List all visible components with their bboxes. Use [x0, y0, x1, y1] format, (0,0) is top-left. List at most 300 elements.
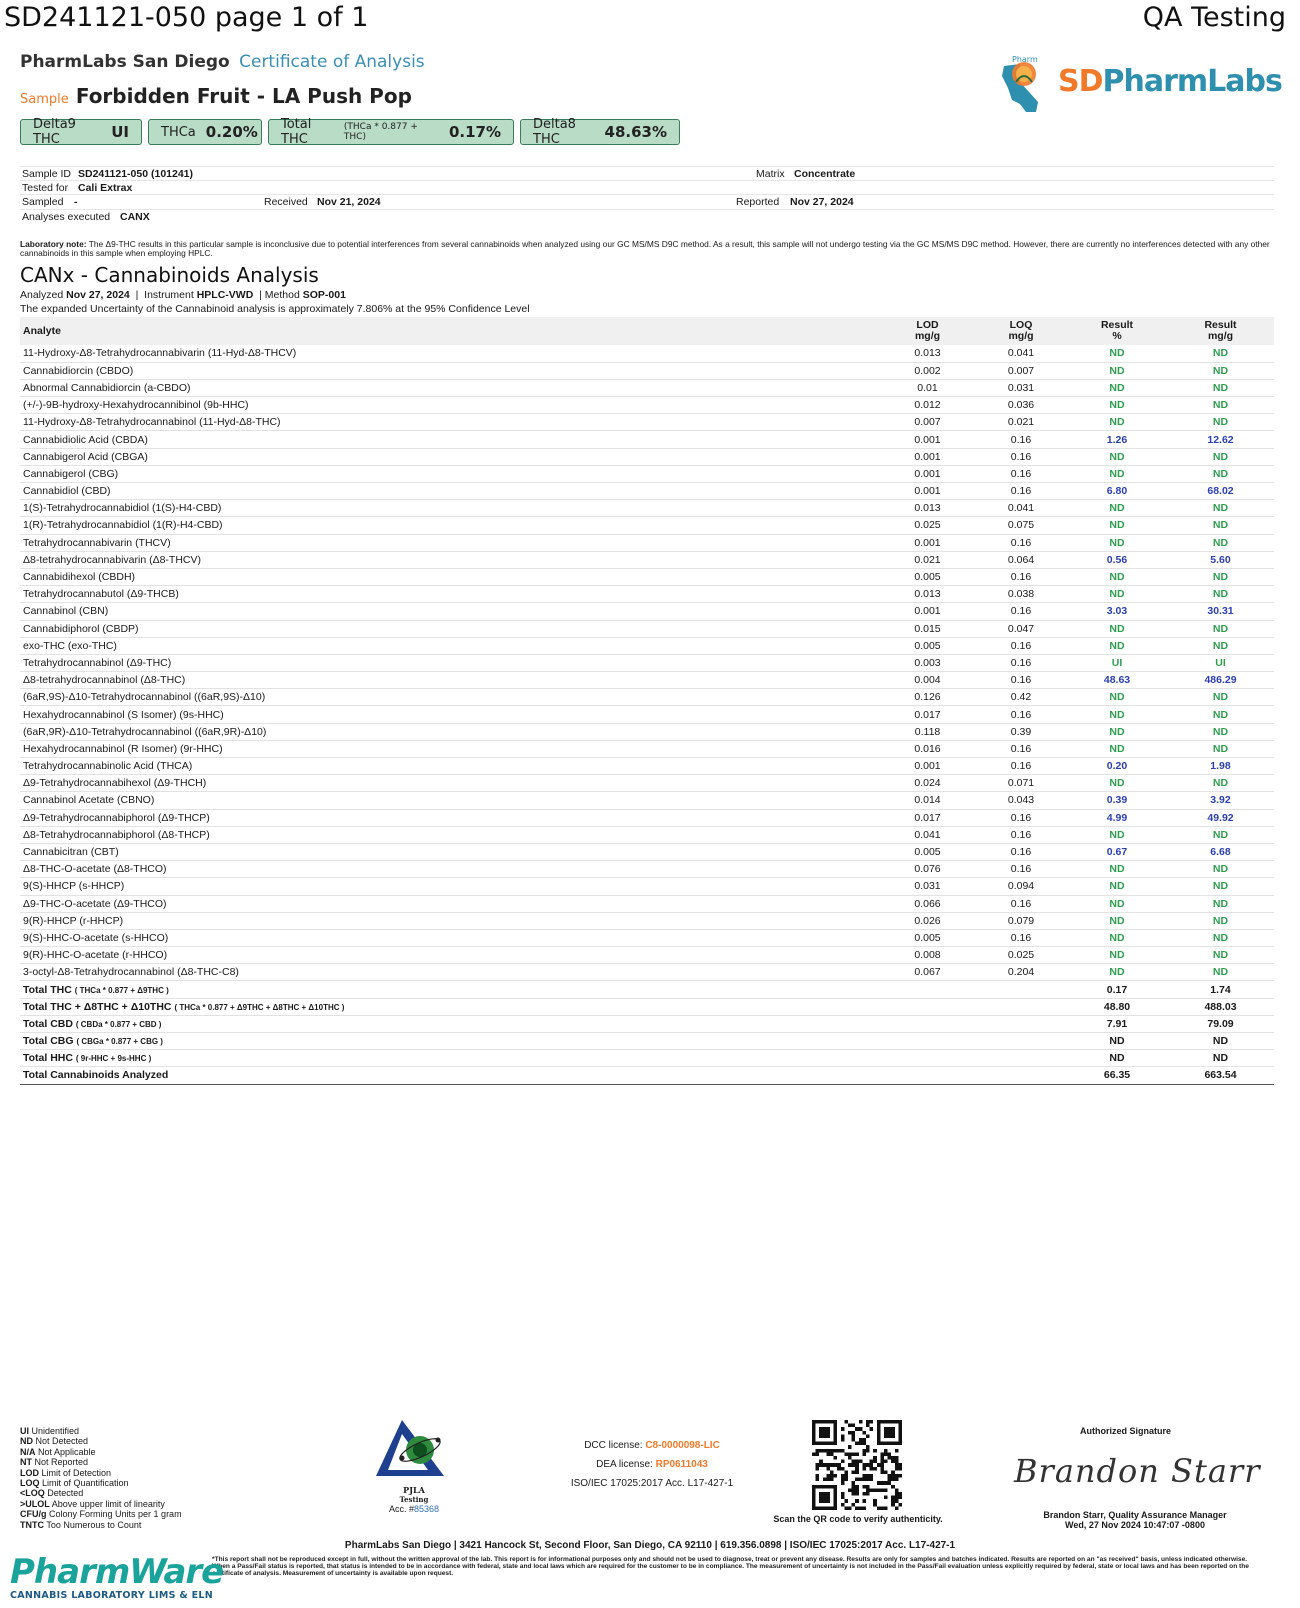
result-pct-cell: 4.99: [1067, 809, 1167, 826]
total-label-cell: Total Cannabinoids Analyzed: [20, 1067, 880, 1084]
result-mg-cell: 5.60: [1167, 551, 1274, 568]
lod-cell: 0.001: [880, 534, 975, 551]
table-row: [20, 379, 1274, 396]
lod-cell: 0.001: [880, 483, 975, 500]
table-row: [20, 500, 1274, 517]
table-row: [20, 637, 1274, 654]
lod-cell: 0.001: [880, 465, 975, 482]
table-row: [20, 723, 1274, 740]
lod-cell: 0.005: [880, 929, 975, 946]
analyte-cell: Cannabigerol Acid (CBGA): [20, 448, 880, 465]
matrix-label: Matrix: [756, 168, 785, 180]
header-lod: LOD mg/g: [880, 317, 975, 345]
total-result-pct-cell: 66.35: [1067, 1067, 1167, 1084]
result-pct-cell: ND: [1067, 964, 1167, 981]
total-result-pct-cell: 0.17: [1067, 981, 1167, 998]
lab-name: PharmLabs San Diego: [20, 52, 230, 72]
lod-cell: 0.007: [880, 414, 975, 431]
result-mg-cell: ND: [1167, 500, 1274, 517]
result-pct-cell: ND: [1067, 534, 1167, 551]
total-result-mg-cell: ND: [1167, 1050, 1274, 1067]
result-pct-cell: ND: [1067, 362, 1167, 379]
lod-cell: 0.041: [880, 826, 975, 843]
loq-cell: 0.041: [975, 500, 1067, 517]
lod-cell: 0.015: [880, 620, 975, 637]
analyte-cell: Hexahydrocannabinol (R Isomer) (9r-HHC): [20, 740, 880, 757]
table-row: [20, 654, 1274, 671]
table-row: [20, 826, 1274, 843]
badge-delta8-thc: Delta8 THC 48.63%: [520, 119, 680, 145]
lod-cell: 0.005: [880, 843, 975, 860]
table-row: [20, 689, 1274, 706]
result-pct-cell: ND: [1067, 637, 1167, 654]
table-row: [20, 809, 1274, 826]
total-row: [20, 1033, 1274, 1050]
lod-cell: 0.01: [880, 379, 975, 396]
loq-cell: 0.031: [975, 379, 1067, 396]
dcc-license: DCC license: C8-0000098-LIC: [584, 1440, 720, 1451]
pjla-sub: Testing: [399, 1495, 429, 1504]
badge-thca: THCa 0.20%: [148, 119, 262, 145]
total-result-pct-cell: 48.80: [1067, 998, 1167, 1015]
result-pct-cell: ND: [1067, 775, 1167, 792]
summary-badges: [20, 119, 680, 145]
sampled-value: -: [74, 196, 78, 208]
table-row: [20, 878, 1274, 895]
result-mg-cell: ND: [1167, 706, 1274, 723]
dea-license: DEA license: RP0611043: [596, 1459, 708, 1470]
analyte-cell: 1(S)-Tetrahydrocannabidiol (1(S)-H4-CBD): [20, 500, 880, 517]
empty-cell: [880, 981, 975, 998]
result-mg-cell: UI: [1167, 654, 1274, 671]
empty-cell: [880, 1033, 975, 1050]
result-pct-cell: ND: [1067, 706, 1167, 723]
loq-cell: 0.39: [975, 723, 1067, 740]
total-row: [20, 1015, 1274, 1032]
loq-cell: 0.036: [975, 397, 1067, 414]
loq-cell: 0.007: [975, 362, 1067, 379]
result-pct-cell: ND: [1067, 448, 1167, 465]
lod-cell: 0.001: [880, 603, 975, 620]
lod-cell: 0.021: [880, 551, 975, 568]
analyte-cell: Δ8-Tetrahydrocannabiphorol (Δ8-THCP): [20, 826, 880, 843]
qa-testing-label: QA Testing: [1142, 2, 1286, 33]
table-row: [20, 758, 1274, 775]
laboratory-note: Laboratory note: The Δ9-THC results in this particular sample is inconclusive due to potential interferences from several cannabinoids when analyzed using our GC MS/MS D9C method. As a result, this sample will not undergo testing via the GC MS/MS D9C method. However, there are currently no interferences detected with any other cannabinoids in this sample when employing HPLC.: [20, 239, 1270, 258]
lod-cell: 0.003: [880, 654, 975, 671]
table-row: [20, 706, 1274, 723]
total-row: [20, 1050, 1274, 1067]
lod-cell: 0.126: [880, 689, 975, 706]
loq-cell: 0.16: [975, 758, 1067, 775]
result-mg-cell: ND: [1167, 740, 1274, 757]
legend-item: UI Unidentified: [20, 1426, 80, 1436]
loq-cell: 0.043: [975, 792, 1067, 809]
sample-label: Sample: [20, 92, 69, 107]
loq-cell: 0.079: [975, 912, 1067, 929]
analyte-cell: exo-THC (exo-THC): [20, 637, 880, 654]
analyte-cell: Cannabigerol (CBG): [20, 465, 880, 482]
analyte-cell: (6aR,9S)-Δ10-Tetrahydrocannabinol ((6aR,9S)-Δ10): [20, 689, 880, 706]
loq-cell: 0.025: [975, 947, 1067, 964]
result-mg-cell: ND: [1167, 465, 1274, 482]
table-row: [20, 947, 1274, 964]
result-pct-cell: ND: [1067, 586, 1167, 603]
empty-cell: [975, 1050, 1067, 1067]
analyte-cell: Tetrahydrocannabinol (Δ9-THC): [20, 654, 880, 671]
analyte-cell: Tetrahydrocannabinolic Acid (THCA): [20, 758, 880, 775]
loq-cell: 0.16: [975, 843, 1067, 860]
lod-cell: 0.005: [880, 568, 975, 585]
tested-for-value: Cali Extrax: [78, 181, 133, 194]
analyte-cell: Hexahydrocannabinol (S Isomer) (9s-HHC): [20, 706, 880, 723]
sample-info: [20, 166, 1274, 224]
table-row: [20, 483, 1274, 500]
lod-cell: 0.012: [880, 397, 975, 414]
legend-item: CFU/g Colony Forming Units per 1 gram: [20, 1509, 182, 1520]
pjla-accreditation: [372, 1420, 456, 1514]
total-label-cell: Total THC ( THCa * 0.877 + Δ9THC ): [20, 981, 880, 998]
result-pct-cell: ND: [1067, 878, 1167, 895]
reported-value: Nov 27, 2024: [790, 196, 854, 208]
total-row: [20, 998, 1274, 1015]
result-pct-cell: 0.67: [1067, 843, 1167, 860]
lod-cell: 0.026: [880, 912, 975, 929]
analyte-cell: 9(R)-HHCP (r-HHCP): [20, 912, 880, 929]
loq-cell: 0.094: [975, 878, 1067, 895]
loq-cell: 0.041: [975, 345, 1067, 362]
result-mg-cell: 49.92: [1167, 809, 1274, 826]
analyte-cell: Δ8-THC-O-acetate (Δ8-THCO): [20, 861, 880, 878]
reported-label: Reported: [736, 196, 780, 208]
loq-cell: 0.064: [975, 551, 1067, 568]
tested-for-label: Tested for: [22, 181, 69, 194]
empty-cell: [880, 1015, 975, 1032]
empty-cell: [975, 1033, 1067, 1050]
result-pct-cell: ND: [1067, 947, 1167, 964]
lod-cell: 0.001: [880, 448, 975, 465]
lab-address: PharmLabs San Diego | 3421 Hancock St, Second Floor, San Diego, CA 92110 | 619.356.0898 | ISO/IEC 17025:2017 Acc. L17-427-1: [344, 1540, 956, 1551]
total-row: [20, 1067, 1274, 1084]
analyte-cell: 11-Hydroxy-Δ8-Tetrahydrocannabivarin (11-Hyd-Δ8-THCV): [20, 345, 880, 362]
analyte-cell: 9(S)-HHCP (s-HHCP): [20, 878, 880, 895]
result-pct-cell: 0.56: [1067, 551, 1167, 568]
analyte-cell: Δ8-tetrahydrocannabinol (Δ8-THC): [20, 672, 880, 689]
result-pct-cell: 0.20: [1067, 758, 1167, 775]
lod-cell: 0.005: [880, 637, 975, 654]
received-value: Nov 21, 2024: [317, 196, 381, 208]
lod-cell: 0.024: [880, 775, 975, 792]
table-row: [20, 465, 1274, 482]
loq-cell: 0.16: [975, 672, 1067, 689]
result-pct-cell: ND: [1067, 861, 1167, 878]
disclaimer: *This report shall not be reproduced except in full, without the written approval of the lab. This report is for informational purposes only and should not be used to diagnose, treat or prevent any disease. Results are only for samples and batches indicated. Results are reported on an "as received" basis, unless indicated otherwise. When a Pass/Fail status is reported, that status is intended to be in accordance with federal, state and local laws which are required for the customer to be in compliance. The measurement of uncertainty is not included in the Pass/Fail evaluation unless explicitly required by federal, state or local laws and has been reported on the certificate of analysis. Measurement of uncertainty is available upon request.: [212, 1556, 1249, 1577]
loq-cell: 0.16: [975, 861, 1067, 878]
result-mg-cell: 6.68: [1167, 843, 1274, 860]
signature-image: Brandon Starr: [1014, 1452, 1261, 1490]
analyte-cell: 3-octyl-Δ8-Tetrahydrocannabinol (Δ8-THC-C8): [20, 964, 880, 981]
analyte-cell: (+/-)-9B-hydroxy-Hexahydrocannibinol (9b-HHC): [20, 397, 880, 414]
license-info: [552, 1436, 752, 1493]
loq-cell: 0.16: [975, 654, 1067, 671]
loq-cell: 0.16: [975, 534, 1067, 551]
analyte-cell: 11-Hydroxy-Δ8-Tetrahydrocannabinol (11-Hyd-Δ8-THC): [20, 414, 880, 431]
result-mg-cell: ND: [1167, 568, 1274, 585]
loq-cell: 0.16: [975, 809, 1067, 826]
empty-cell: [975, 1015, 1067, 1032]
iso-accreditation: ISO/IEC 17025:2017 Acc. L17-427-1: [570, 1478, 734, 1489]
table-row: [20, 414, 1274, 431]
lod-cell: 0.031: [880, 878, 975, 895]
analyte-cell: Cannabidihexol (CBDH): [20, 568, 880, 585]
result-mg-cell: ND: [1167, 517, 1274, 534]
document-id: SD241121-050 page 1 of 1: [4, 2, 369, 33]
result-mg-cell: ND: [1167, 362, 1274, 379]
result-mg-cell: ND: [1167, 620, 1274, 637]
lod-cell: 0.004: [880, 672, 975, 689]
table-row: [20, 431, 1274, 448]
received-label: Received: [264, 196, 308, 208]
result-pct-cell: ND: [1067, 895, 1167, 912]
table-row: [20, 603, 1274, 620]
analyte-cell: Cannabidiorcin (CBDO): [20, 362, 880, 379]
result-pct-cell: ND: [1067, 517, 1167, 534]
loq-cell: 0.16: [975, 431, 1067, 448]
table-row: [20, 362, 1274, 379]
result-mg-cell: ND: [1167, 689, 1274, 706]
legend-item: NT Not Reported: [20, 1457, 89, 1468]
lod-cell: 0.002: [880, 362, 975, 379]
analyte-cell: 9(S)-HHC-O-acetate (s-HHCO): [20, 929, 880, 946]
result-pct-cell: 3.03: [1067, 603, 1167, 620]
sample-id-label: Sample ID: [22, 168, 72, 180]
header-analyte: Analyte: [20, 317, 880, 345]
lod-cell: 0.016: [880, 740, 975, 757]
lod-cell: 0.025: [880, 517, 975, 534]
signature-label: Authorized Signature: [1080, 1426, 1172, 1436]
analyte-cell: Cannabidiol (CBD): [20, 483, 880, 500]
pjla-name: PJLA: [403, 1485, 425, 1495]
result-mg-cell: ND: [1167, 534, 1274, 551]
result-mg-cell: ND: [1167, 964, 1274, 981]
result-pct-cell: UI: [1067, 654, 1167, 671]
abbreviation-legend: [20, 1426, 182, 1530]
legend-item: N/A Not Applicable: [20, 1446, 96, 1457]
analyses-value: CANX: [120, 210, 150, 223]
result-pct-cell: ND: [1067, 397, 1167, 414]
result-mg-cell: ND: [1167, 929, 1274, 946]
table-row: [20, 912, 1274, 929]
lod-cell: 0.017: [880, 809, 975, 826]
table-row: [20, 397, 1274, 414]
matrix-value: Concentrate: [794, 168, 856, 180]
result-mg-cell: ND: [1167, 775, 1274, 792]
lod-cell: 0.001: [880, 431, 975, 448]
result-pct-cell: 0.39: [1067, 792, 1167, 809]
result-pct-cell: ND: [1067, 912, 1167, 929]
result-mg-cell: 12.62: [1167, 431, 1274, 448]
result-pct-cell: ND: [1067, 689, 1167, 706]
lod-cell: 0.017: [880, 706, 975, 723]
analyte-cell: Cannabidiphorol (CBDP): [20, 620, 880, 637]
table-row: [20, 551, 1274, 568]
pharmware-logo: PharmWare CANNABIS LABORATORY LIMS & ELN: [10, 1552, 224, 1601]
header-loq: LOQ mg/g: [975, 317, 1067, 345]
analyte-cell: 1(R)-Tetrahydrocannabidiol (1(R)-H4-CBD): [20, 517, 880, 534]
result-mg-cell: ND: [1167, 379, 1274, 396]
result-mg-cell: 68.02: [1167, 483, 1274, 500]
pjla-acc-number: Acc. #85368: [388, 1504, 440, 1514]
result-mg-cell: ND: [1167, 861, 1274, 878]
california-map-icon: [990, 52, 1056, 118]
sample-name: Forbidden Fruit - LA Push Pop: [75, 84, 412, 108]
table-row: [20, 740, 1274, 757]
result-mg-cell: 30.31: [1167, 603, 1274, 620]
analyte-cell: (6aR,9R)-Δ10-Tetrahydrocannabinol ((6aR,9R)-Δ10): [20, 723, 880, 740]
analyte-cell: Δ9-THC-O-acetate (Δ9-THCO): [20, 895, 880, 912]
logo-wordmark: SDPharmLabs: [1058, 64, 1282, 99]
lod-cell: 0.013: [880, 586, 975, 603]
analyte-cell: Δ8-tetrahydrocannabivarin (Δ8-THCV): [20, 551, 880, 568]
analyte-cell: Cannabidiolic Acid (CBDA): [20, 431, 880, 448]
loq-cell: 0.16: [975, 895, 1067, 912]
result-mg-cell: ND: [1167, 826, 1274, 843]
result-mg-cell: ND: [1167, 637, 1274, 654]
section-title: CANx - Cannabinoids Analysis: [20, 263, 319, 287]
table-row: [20, 517, 1274, 534]
lab-heading: [20, 52, 425, 72]
loq-cell: 0.16: [975, 706, 1067, 723]
result-pct-cell: ND: [1067, 568, 1167, 585]
uncertainty-statement: The expanded Uncertainty of the Cannabinoid analysis is approximately 7.806% at the 95% Confidence Level: [20, 303, 530, 315]
loq-cell: 0.075: [975, 517, 1067, 534]
legend-item: LOD Limit of Detection: [20, 1467, 112, 1478]
lod-cell: 0.067: [880, 964, 975, 981]
result-mg-cell: ND: [1167, 345, 1274, 362]
table-row: [20, 929, 1274, 946]
legend-item: LOQ Limit of Quantification: [20, 1478, 129, 1489]
table-row: [20, 792, 1274, 809]
loq-cell: 0.16: [975, 826, 1067, 843]
result-pct-cell: ND: [1067, 740, 1167, 757]
total-result-mg-cell: 1.74: [1167, 981, 1274, 998]
table-row: [20, 448, 1274, 465]
result-mg-cell: ND: [1167, 448, 1274, 465]
total-result-mg-cell: 488.03: [1167, 998, 1274, 1015]
cannabinoid-results-table: [20, 317, 1274, 1085]
header-result-pct: Result %: [1067, 317, 1167, 345]
result-pct-cell: ND: [1067, 620, 1167, 637]
total-label-cell: Total HHC ( 9r-HHC + 9s-HHC ): [20, 1050, 880, 1067]
legend-item: >ULOL Above upper limit of linearity: [20, 1498, 165, 1509]
table-row: [20, 775, 1274, 792]
empty-cell: [975, 981, 1067, 998]
table-header: [20, 317, 1274, 345]
badge-delta9-thc: Delta9 THC UI: [20, 119, 142, 145]
sdpharmlabs-logo: [990, 52, 1282, 122]
lod-cell: 0.076: [880, 861, 975, 878]
analyte-cell: Cannabicitran (CBT): [20, 843, 880, 860]
loq-cell: 0.16: [975, 465, 1067, 482]
result-pct-cell: 48.63: [1067, 672, 1167, 689]
loq-cell: 0.16: [975, 740, 1067, 757]
result-pct-cell: ND: [1067, 826, 1167, 843]
qr-caption: Scan the QR code to verify authenticity.: [773, 1514, 943, 1524]
lod-cell: 0.013: [880, 500, 975, 517]
header-result-mg: Result mg/g: [1167, 317, 1274, 345]
sample-heading: [20, 84, 412, 108]
result-pct-cell: 1.26: [1067, 431, 1167, 448]
lod-cell: 0.118: [880, 723, 975, 740]
result-pct-cell: 6.80: [1067, 483, 1167, 500]
empty-cell: [975, 1067, 1067, 1084]
legend-item: ND Not Detected: [20, 1436, 89, 1447]
analyte-cell: Abnormal Cannabidiorcin (a-CBDO): [20, 379, 880, 396]
empty-cell: [975, 998, 1067, 1015]
result-mg-cell: ND: [1167, 397, 1274, 414]
loq-cell: 0.16: [975, 448, 1067, 465]
total-result-pct-cell: ND: [1067, 1033, 1167, 1050]
result-pct-cell: ND: [1067, 379, 1167, 396]
result-pct-cell: ND: [1067, 414, 1167, 431]
loq-cell: 0.204: [975, 964, 1067, 981]
lod-cell: 0.066: [880, 895, 975, 912]
table-row: [20, 964, 1274, 981]
table-row: [20, 672, 1274, 689]
table-row: [20, 568, 1274, 585]
empty-cell: [880, 1050, 975, 1067]
result-pct-cell: ND: [1067, 465, 1167, 482]
loq-cell: 0.16: [975, 603, 1067, 620]
table-row: [20, 534, 1274, 551]
result-mg-cell: ND: [1167, 895, 1274, 912]
qr-code-icon[interactable]: [812, 1420, 902, 1510]
result-mg-cell: ND: [1167, 414, 1274, 431]
result-mg-cell: ND: [1167, 878, 1274, 895]
total-row: [20, 981, 1274, 998]
total-label-cell: Total CBG ( CBGa * 0.877 + CBG ): [20, 1033, 880, 1050]
lod-cell: 0.014: [880, 792, 975, 809]
table-row: [20, 620, 1274, 637]
certificate-title: Certificate of Analysis: [239, 52, 425, 72]
analyte-cell: Cannabinol (CBN): [20, 603, 880, 620]
loq-cell: 0.42: [975, 689, 1067, 706]
total-result-pct-cell: ND: [1067, 1050, 1167, 1067]
result-mg-cell: 1.98: [1167, 758, 1274, 775]
analyses-label: Analyses executed: [22, 210, 111, 223]
lod-cell: 0.008: [880, 947, 975, 964]
total-result-mg-cell: 79.09: [1167, 1015, 1274, 1032]
analyte-cell: Δ9-Tetrahydrocannabiphorol (Δ9-THCP): [20, 809, 880, 826]
result-mg-cell: ND: [1167, 947, 1274, 964]
lod-cell: 0.013: [880, 345, 975, 362]
empty-cell: [880, 1067, 975, 1084]
analysis-meta: Analyzed Nov 27, 2024 | Instrument HPLC-VWD | Method SOP-001: [20, 289, 346, 301]
result-mg-cell: ND: [1167, 723, 1274, 740]
total-result-mg-cell: ND: [1167, 1033, 1274, 1050]
loq-cell: 0.021: [975, 414, 1067, 431]
result-mg-cell: 486.29: [1167, 672, 1274, 689]
loq-cell: 0.16: [975, 568, 1067, 585]
result-pct-cell: ND: [1067, 929, 1167, 946]
result-pct-cell: ND: [1067, 723, 1167, 740]
loq-cell: 0.038: [975, 586, 1067, 603]
table-row: [20, 843, 1274, 860]
empty-cell: [880, 998, 975, 1015]
analyte-cell: Tetrahydrocannabivarin (THCV): [20, 534, 880, 551]
loq-cell: 0.16: [975, 483, 1067, 500]
table-row: [20, 861, 1274, 878]
